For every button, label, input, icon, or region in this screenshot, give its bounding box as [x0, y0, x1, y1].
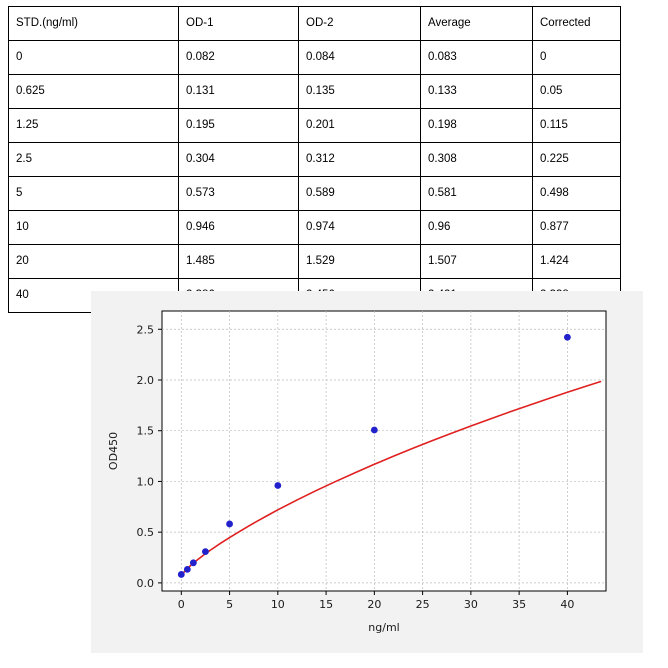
- table-cell: 0: [9, 41, 179, 75]
- table-cell: 0.135: [299, 75, 421, 109]
- table-cell: 0.084: [299, 41, 421, 75]
- table-cell: 0.225: [533, 143, 621, 177]
- table-cell: 0.96: [421, 211, 533, 245]
- x-axis-label: ng/ml: [368, 621, 400, 634]
- table-cell: 0.974: [299, 211, 421, 245]
- table-row: [9, 211, 621, 245]
- data-point: [564, 334, 571, 341]
- table-cell: 40: [9, 279, 179, 313]
- table-row: [9, 41, 621, 75]
- table-cell: 1.25: [9, 109, 179, 143]
- table-cell: 0.625: [9, 75, 179, 109]
- table-cell: 0.131: [179, 75, 299, 109]
- table-cell: 2.5: [9, 143, 179, 177]
- data-point: [178, 571, 185, 578]
- data-point: [190, 559, 197, 566]
- y-tick-label: 1.0: [136, 475, 154, 489]
- chart-canvas: [91, 291, 643, 653]
- x-tick-label: 0: [177, 598, 185, 611]
- y-tick-label: 0.0: [136, 576, 154, 590]
- table-cell: 1.507: [421, 245, 533, 279]
- x-tick-label: 40: [560, 598, 575, 611]
- column-header: OD-1: [179, 7, 299, 41]
- x-tick-label: 35: [512, 598, 527, 611]
- table-header-row: [9, 7, 621, 41]
- plot-area: [162, 311, 606, 591]
- table-cell: 0.573: [179, 177, 299, 211]
- table-cell: 0.115: [533, 109, 621, 143]
- table-cell: 0.308: [421, 143, 533, 177]
- table-cell: 0.198: [421, 109, 533, 143]
- y-tick-label: 2.0: [136, 373, 154, 387]
- table-row: [9, 75, 621, 109]
- data-point: [274, 482, 281, 489]
- table-cell: 0.589: [299, 177, 421, 211]
- x-tick-label: 5: [226, 598, 234, 611]
- table-cell: 0.877: [533, 211, 621, 245]
- table-cell: 0.946: [179, 211, 299, 245]
- table-cell: 0.133: [421, 75, 533, 109]
- column-header: Average: [421, 7, 533, 41]
- table-cell: 5: [9, 177, 179, 211]
- x-tick-label: 20: [367, 598, 382, 611]
- table-row: [9, 245, 621, 279]
- table-cell: 1.529: [299, 245, 421, 279]
- table-cell: 0.304: [179, 143, 299, 177]
- data-point: [371, 427, 378, 434]
- table-cell: 0.082: [179, 41, 299, 75]
- table-row: [9, 177, 621, 211]
- y-tick-label: 2.5: [136, 323, 154, 337]
- x-tick-label: 15: [319, 598, 334, 611]
- table-cell: 0.05: [533, 75, 621, 109]
- x-tick-label: 10: [270, 598, 285, 611]
- table-row: [9, 143, 621, 177]
- data-point: [202, 548, 209, 555]
- table-row: [9, 109, 621, 143]
- standard-curve-chart: [91, 291, 643, 653]
- y-axis-label: OD450: [107, 431, 120, 471]
- standard-curve-table: [8, 6, 621, 313]
- table-cell: 0.083: [421, 41, 533, 75]
- table-cell: 10: [9, 211, 179, 245]
- table-cell: 20: [9, 245, 179, 279]
- table-cell: 0.195: [179, 109, 299, 143]
- table-cell: 0: [533, 41, 621, 75]
- table-cell: 0.581: [421, 177, 533, 211]
- table-cell: 1.424: [533, 245, 621, 279]
- x-tick-label: 30: [463, 598, 478, 611]
- column-header: STD.(ng/ml): [9, 7, 179, 41]
- column-header: OD-2: [299, 7, 421, 41]
- table-cell: 0.498: [533, 177, 621, 211]
- x-tick-label: 25: [415, 598, 430, 611]
- y-tick-label: 1.5: [136, 424, 154, 438]
- table-cell: 0.312: [299, 143, 421, 177]
- table-cell: 0.201: [299, 109, 421, 143]
- table-cell: 1.485: [179, 245, 299, 279]
- y-axis-ticks: [137, 323, 163, 590]
- data-point: [184, 566, 191, 573]
- column-header: Corrected: [533, 7, 621, 41]
- x-axis-ticks: [178, 591, 575, 611]
- data-point: [226, 521, 233, 528]
- y-tick-label: 0.5: [136, 526, 154, 540]
